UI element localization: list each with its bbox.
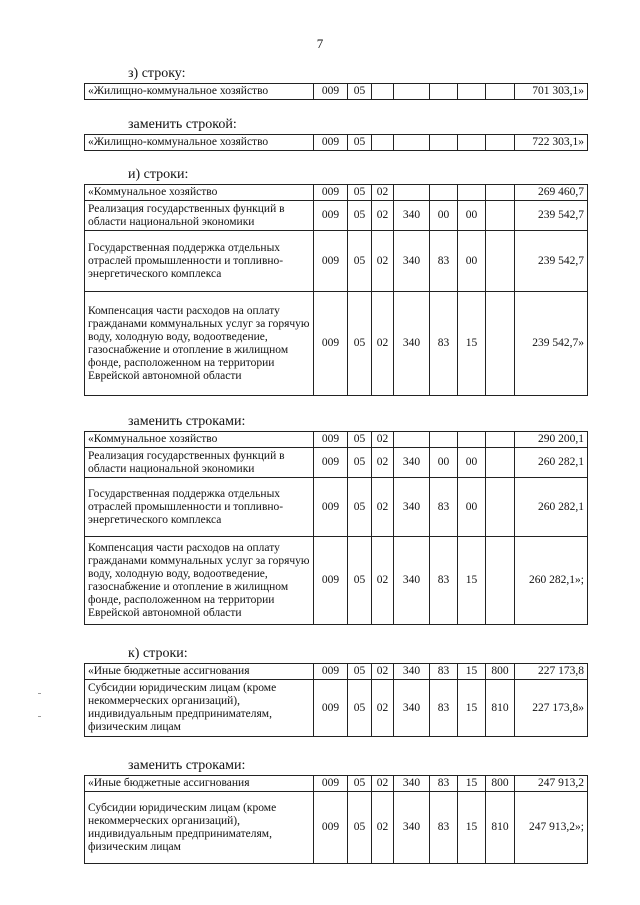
row-name: Реализация государственных функций в области национальной экономики	[85, 201, 314, 231]
row-name: Государственная поддержка отдельных отраслей промышленности и топливно-энергетического комплекса	[85, 231, 314, 292]
target-subarticle	[430, 185, 458, 201]
expense-type: 810	[486, 792, 515, 864]
target-item	[458, 432, 486, 448]
target-item: 15	[458, 680, 486, 737]
section-code: 05	[348, 292, 372, 396]
expense-type	[486, 231, 515, 292]
target-article: 340	[394, 776, 430, 792]
table-row	[85, 135, 588, 151]
table-row	[85, 432, 588, 448]
section-code: 05	[348, 185, 372, 201]
row-name: Компенсация части расходов на оплату гражданами коммунальных услуг за горячую воду, холодную воду, водоотведение, газоснабжение и отопление в жилищном фонде, расположенном на территории Еврейской автономной области	[85, 292, 314, 396]
budget-table	[84, 83, 588, 100]
table-row	[85, 292, 588, 396]
target-article: 340	[394, 664, 430, 680]
target-article	[394, 432, 430, 448]
chapter-code: 009	[314, 680, 348, 737]
target-item	[458, 84, 486, 100]
section-code: 05	[348, 84, 372, 100]
expense-type	[486, 185, 515, 201]
section-code: 05	[348, 432, 372, 448]
amount: 269 460,7	[515, 185, 588, 201]
row-name: Компенсация части расходов на оплату гражданами коммунальных услуг за горячую воду, холодную воду, водоотведение, газоснабжение и отопление в жилищном фонде, расположенном на территории Еврейской автономной области	[85, 537, 314, 625]
row-name: Реализация государственных функций в области национальной экономики	[85, 448, 314, 478]
expense-type	[486, 448, 515, 478]
section-code: 05	[348, 664, 372, 680]
table-row	[85, 231, 588, 292]
table-row	[85, 185, 588, 201]
amount: 247 913,2	[515, 776, 588, 792]
row-name: «Иные бюджетные ассигнования	[85, 664, 314, 680]
expense-type: 800	[486, 664, 515, 680]
target-subarticle: 83	[430, 776, 458, 792]
section-heading: заменить строками:	[128, 758, 246, 773]
margin-mark	[38, 716, 41, 717]
section-code: 05	[348, 448, 372, 478]
target-subarticle: 83	[430, 231, 458, 292]
amount: 247 913,2»;	[515, 792, 588, 864]
target-subarticle: 83	[430, 292, 458, 396]
chapter-code: 009	[314, 432, 348, 448]
target-subarticle: 83	[430, 664, 458, 680]
expense-type	[486, 292, 515, 396]
chapter-code: 009	[314, 231, 348, 292]
section-code: 05	[348, 776, 372, 792]
section-heading: заменить строками:	[128, 414, 246, 429]
chapter-code: 009	[314, 135, 348, 151]
table-row	[85, 201, 588, 231]
expense-type	[486, 135, 515, 151]
chapter-code: 009	[314, 201, 348, 231]
section-code: 05	[348, 680, 372, 737]
budget-table	[84, 134, 588, 151]
target-item	[458, 185, 486, 201]
target-subarticle: 83	[430, 537, 458, 625]
amount: 239 542,7»	[515, 292, 588, 396]
target-article	[394, 185, 430, 201]
subsection-code: 02	[372, 432, 394, 448]
target-subarticle: 00	[430, 448, 458, 478]
section-code: 05	[348, 231, 372, 292]
chapter-code: 009	[314, 478, 348, 537]
table-row	[85, 792, 588, 864]
budget-table	[84, 431, 588, 625]
table-row	[85, 680, 588, 737]
expense-type	[486, 432, 515, 448]
subsection-code: 02	[372, 537, 394, 625]
section-code: 05	[348, 537, 372, 625]
amount: 239 542,7	[515, 201, 588, 231]
target-article: 340	[394, 792, 430, 864]
subsection-code: 02	[372, 664, 394, 680]
target-subarticle: 83	[430, 792, 458, 864]
margin-mark	[38, 693, 41, 694]
row-name: «Жилищно-коммунальное хозяйство	[85, 135, 314, 151]
chapter-code: 009	[314, 448, 348, 478]
target-item: 00	[458, 231, 486, 292]
row-name: «Иные бюджетные ассигнования	[85, 776, 314, 792]
subsection-code: 02	[372, 448, 394, 478]
amount: 227 173,8	[515, 664, 588, 680]
table-row	[85, 448, 588, 478]
page-number: 7	[316, 36, 324, 51]
target-article: 340	[394, 231, 430, 292]
subsection-code: 02	[372, 478, 394, 537]
section-heading: к) строки:	[128, 646, 188, 661]
expense-type: 810	[486, 680, 515, 737]
target-subarticle	[430, 84, 458, 100]
row-name: Субсидии юридическим лицам (кроме некоммерческих организаций), индивидуальным предпринимателям, физическим лицам	[85, 792, 314, 864]
amount: 239 542,7	[515, 231, 588, 292]
target-article: 340	[394, 478, 430, 537]
target-item	[458, 135, 486, 151]
expense-type	[486, 201, 515, 231]
section-heading: и) строки:	[128, 167, 189, 182]
table-row	[85, 664, 588, 680]
amount: 290 200,1	[515, 432, 588, 448]
subsection-code: 02	[372, 292, 394, 396]
chapter-code: 009	[314, 664, 348, 680]
section-code: 05	[348, 792, 372, 864]
section-code: 05	[348, 201, 372, 231]
subsection-code: 02	[372, 792, 394, 864]
amount: 701 303,1»	[515, 84, 588, 100]
budget-table	[84, 663, 588, 737]
target-subarticle	[430, 432, 458, 448]
subsection-code: 02	[372, 185, 394, 201]
budget-table	[84, 775, 588, 864]
target-item: 15	[458, 664, 486, 680]
subsection-code: 02	[372, 776, 394, 792]
row-name: «Коммунальное хозяйство	[85, 432, 314, 448]
subsection-code	[372, 135, 394, 151]
target-item: 15	[458, 792, 486, 864]
section-heading: з) строку:	[128, 66, 186, 81]
amount: 260 282,1	[515, 478, 588, 537]
amount: 722 303,1»	[515, 135, 588, 151]
expense-type	[486, 537, 515, 625]
target-subarticle: 83	[430, 680, 458, 737]
row-name: «Жилищно-коммунальное хозяйство	[85, 84, 314, 100]
target-article: 340	[394, 292, 430, 396]
target-item: 00	[458, 478, 486, 537]
target-item: 00	[458, 448, 486, 478]
target-article: 340	[394, 680, 430, 737]
amount: 260 282,1»;	[515, 537, 588, 625]
chapter-code: 009	[314, 185, 348, 201]
expense-type	[486, 478, 515, 537]
section-heading: заменить строкой:	[128, 117, 237, 132]
amount: 260 282,1	[515, 448, 588, 478]
target-item: 15	[458, 776, 486, 792]
row-name: Субсидии юридическим лицам (кроме некоммерческих организаций), индивидуальным предпринимателям, физическим лицам	[85, 680, 314, 737]
target-article: 340	[394, 537, 430, 625]
row-name: Государственная поддержка отдельных отраслей промышленности и топливно-энергетического комплекса	[85, 478, 314, 537]
amount: 227 173,8»	[515, 680, 588, 737]
target-article: 340	[394, 448, 430, 478]
table-row	[85, 776, 588, 792]
table-row	[85, 478, 588, 537]
target-item: 15	[458, 292, 486, 396]
row-name: «Коммунальное хозяйство	[85, 185, 314, 201]
table-row	[85, 537, 588, 625]
target-subarticle: 00	[430, 201, 458, 231]
chapter-code: 009	[314, 84, 348, 100]
chapter-code: 009	[314, 292, 348, 396]
subsection-code: 02	[372, 680, 394, 737]
table-row	[85, 84, 588, 100]
target-item: 00	[458, 201, 486, 231]
chapter-code: 009	[314, 792, 348, 864]
subsection-code: 02	[372, 231, 394, 292]
target-article	[394, 84, 430, 100]
target-subarticle	[430, 135, 458, 151]
section-code: 05	[348, 478, 372, 537]
target-article: 340	[394, 201, 430, 231]
expense-type	[486, 84, 515, 100]
section-code: 05	[348, 135, 372, 151]
subsection-code	[372, 84, 394, 100]
chapter-code: 009	[314, 537, 348, 625]
target-subarticle: 83	[430, 478, 458, 537]
subsection-code: 02	[372, 201, 394, 231]
chapter-code: 009	[314, 776, 348, 792]
budget-table	[84, 184, 588, 396]
target-article	[394, 135, 430, 151]
expense-type: 800	[486, 776, 515, 792]
target-item: 15	[458, 537, 486, 625]
